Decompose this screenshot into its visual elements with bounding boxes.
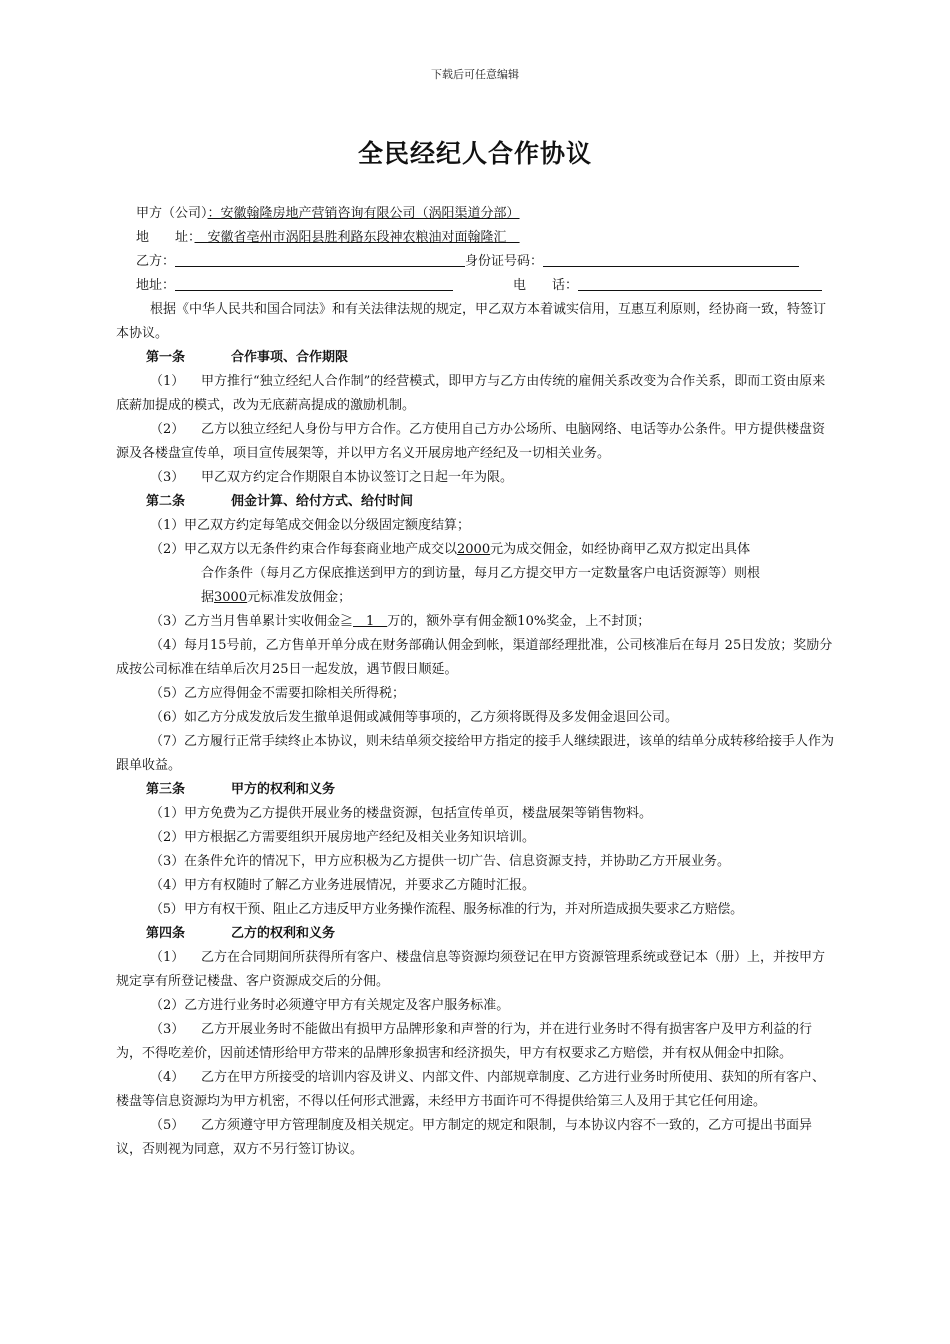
address2-line [116, 274, 836, 298]
item-text: 乙方履行正常手续终止本协议，则未结单须交接给甲方指定的接手人继续跟进，该单的结单分成转移给接手人作为跟单收益。 [116, 734, 835, 773]
party-b-label: 乙方： [136, 254, 176, 269]
item-text: 合作条件（每月乙方保底推送到甲方的到访量，每月乙方提交甲方一定数量客户电话资源等）则根 [201, 566, 761, 581]
preamble: 根据《中华人民共和国合同法》和有关法律法规的规定，甲乙双方本着诚实信用，互惠互利原则，经协商一致，特签订本协议。 [116, 302, 827, 341]
address-value: 安徽省亳州市涡阳县胜利路东段神农粮油对面翰隆汇 [207, 230, 507, 245]
s4-item-3 [116, 1018, 836, 1066]
s2-item-4 [116, 634, 836, 682]
address-label: 地 址： [136, 230, 195, 245]
party-b-line [116, 250, 836, 274]
amount-3000: 3000 [214, 590, 248, 605]
party-a-line [116, 202, 836, 226]
section-1-heading [116, 346, 836, 370]
s4-item-5 [116, 1114, 836, 1162]
item-text: 据 [201, 590, 215, 605]
item-text: 元标准发放佣金； [247, 590, 352, 605]
document-body [116, 202, 836, 1162]
item-text: 乙方须遵守甲方管理制度及相关规定。甲方制定的规定和限制，与本协议内容不一致的，乙方可提出书面异议，否则视为同意，双方不另行签订协议。 [116, 1118, 813, 1157]
item-number: （2） [150, 422, 185, 437]
item-text: 甲方推行“独立经纪人合作制”的经营模式，即甲方与乙方由传统的雇佣关系改变为合作关系，即而工资由原来底薪加提成的模式，改为无底薪高提成的激励机制。 [116, 374, 826, 413]
item-number: （1） [150, 374, 185, 389]
s1-item-2 [116, 418, 836, 466]
page-header: 下载后可任意编辑 [431, 68, 519, 81]
id-blank [543, 252, 799, 267]
item-text: 每月15号前，乙方售单开单分成在财务部确认佣金到帐，渠道部经理批准，公司核准后在每月 25日发放；奖励分成按公司标准在结单后次月25日一起发放，遇节假日顺延。 [116, 638, 833, 677]
section-title: 佣金计算、给付方式、给付时间 [231, 494, 414, 509]
item-number: （4） [150, 1070, 185, 1085]
s4-item-2 [116, 994, 836, 1018]
s3-item-2 [116, 826, 836, 850]
item-number: （2） [150, 830, 185, 845]
s3-item-1 [116, 802, 836, 826]
address2-blank [175, 276, 453, 291]
item-text: 甲方有权干预、阻止乙方违反甲方业务操作流程、服务标准的行为，并对所造成损失要求乙方赔偿。 [184, 902, 743, 917]
phone-label: 电 话： [513, 278, 579, 293]
section-title: 乙方的权利和义务 [231, 926, 336, 941]
item-text: 乙方开展业务时不能做出有损甲方品牌形象和声誉的行为，并在进行业务时不得有损害客户及甲方利益的行为，不得吃差价，因前述情形给甲方带来的品牌形象损害和经济损失，甲方有权要求乙方赔偿，并有权从佣金中扣除。 [116, 1022, 813, 1061]
s2-item-5 [116, 682, 836, 706]
item-text: 乙方在甲方所接受的培训内容及讲义、内部文件、内部规章制度、乙方进行业务时所使用、获知的所有客户、楼盘等信息资源均为甲方机密，不得以任何形式泄露，未经甲方书面许可不得提供给第三人及用于其它任何用途。 [116, 1070, 826, 1109]
s1-item-1 [116, 370, 836, 418]
party-b-blank [175, 252, 465, 267]
item-number: （5） [150, 1118, 185, 1133]
address-value-wrap [195, 230, 520, 245]
item-text: 甲乙双方以无条件约束合作每套商业地产成交以 [184, 542, 458, 557]
item-text: 甲乙双方约定每笔成交佣金以分级固定额度结算； [184, 518, 471, 533]
section-number: 第三条 [146, 782, 186, 797]
s2-item-2-cont [116, 562, 836, 586]
s3-item-5 [116, 898, 836, 922]
item-number: （5） [150, 902, 184, 917]
section-2-heading [116, 490, 836, 514]
item-number: （6） [150, 710, 185, 725]
section-number: 第四条 [146, 926, 186, 941]
phone-blank [578, 276, 822, 291]
amount-2000: 2000 [457, 542, 491, 557]
item-number: （3） [150, 854, 185, 869]
s2-item-3 [116, 610, 836, 634]
party-a-name: ：安徽翰隆房地产营销咨询有限公司（涡阳渠道分部） [207, 206, 520, 221]
item-number: （3） [150, 470, 185, 485]
document-title: 全民经纪人合作协议 [357, 139, 592, 168]
item-number: （1） [150, 950, 185, 965]
item-number: （2） [150, 998, 185, 1013]
item-number: （3） [150, 614, 185, 629]
s2-item-1 [116, 514, 836, 538]
amount-1: 1 [353, 614, 388, 629]
s4-item-1 [116, 946, 836, 994]
item-text: 元为成交佣金，如经协商甲乙双方拟定出具体 [490, 542, 751, 557]
item-text: 乙方以独立经纪人身份与甲方合作。乙方使用自己方办公场所、电脑网络、电话等办公条件。甲方提供楼盘资源及各楼盘宣传单，项目宣传展架等，并以甲方名义开展房地产经纪及一切相关业务。 [116, 422, 826, 461]
item-number: （2） [150, 542, 185, 557]
section-3-heading [116, 778, 836, 802]
section-number: 第二条 [146, 494, 186, 509]
item-text: 万的，额外享有佣金额10%奖金，上不封顶； [387, 614, 651, 629]
item-number: （4） [150, 878, 185, 893]
s3-item-3 [116, 850, 836, 874]
s1-item-3 [116, 466, 836, 490]
s4-item-4 [116, 1066, 836, 1114]
address-line [116, 226, 836, 250]
section-number: 第一条 [146, 350, 186, 365]
item-text: 在条件允许的情况下，甲方应积极为乙方提供一切广告、信息资源支持，并协助乙方开展业务。 [184, 854, 731, 869]
s2-item-2-cont2 [116, 586, 836, 610]
item-text: 乙方当月售单累计实收佣金≧ [184, 614, 354, 629]
s2-item-6 [116, 706, 836, 730]
item-number: （5） [150, 686, 185, 701]
item-text: 甲乙双方约定合作期限自本协议签订之日起一年为限。 [201, 470, 514, 485]
item-text: 甲方根据乙方需要组织开展房地产经纪及相关业务知识培训。 [184, 830, 536, 845]
item-text: 甲方免费为乙方提供开展业务的楼盘资源，包括宣传单页，楼盘展架等销售物料。 [184, 806, 653, 821]
s2-item-7 [116, 730, 836, 778]
section-title: 甲方的权利和义务 [231, 782, 336, 797]
section-4-heading [116, 922, 836, 946]
item-number: （3） [150, 1022, 185, 1037]
item-number: （1） [150, 518, 185, 533]
s2-item-2 [116, 538, 836, 562]
s3-item-4 [116, 874, 836, 898]
item-number: （1） [150, 806, 185, 821]
party-a-label: 甲方（公司） [136, 206, 208, 221]
item-text: 乙方应得佣金不需要扣除相关所得税； [184, 686, 406, 701]
address2-label: 地址： [136, 278, 176, 293]
item-text: 甲方有权随时了解乙方业务进展情况，并要求乙方随时汇报。 [184, 878, 536, 893]
item-text: 乙方进行业务时必须遵守甲方有关规定及客户服务标准。 [184, 998, 510, 1013]
section-title: 合作事项、合作期限 [231, 350, 349, 365]
item-text: 乙方在合同期间所获得所有客户、楼盘信息等资源均须登记在甲方资源管理系统或登记本（册）上，并按甲方规定享有所登记楼盘、客户资源成交后的分佣。 [116, 950, 826, 989]
item-number: （7） [150, 734, 185, 749]
item-number: （4） [150, 638, 185, 653]
id-label: 身份证号码： [465, 254, 544, 269]
item-text: 如乙方分成发放后发生撤单退佣或减佣等事项的，乙方须将既得及多发佣金退回公司。 [184, 710, 679, 725]
